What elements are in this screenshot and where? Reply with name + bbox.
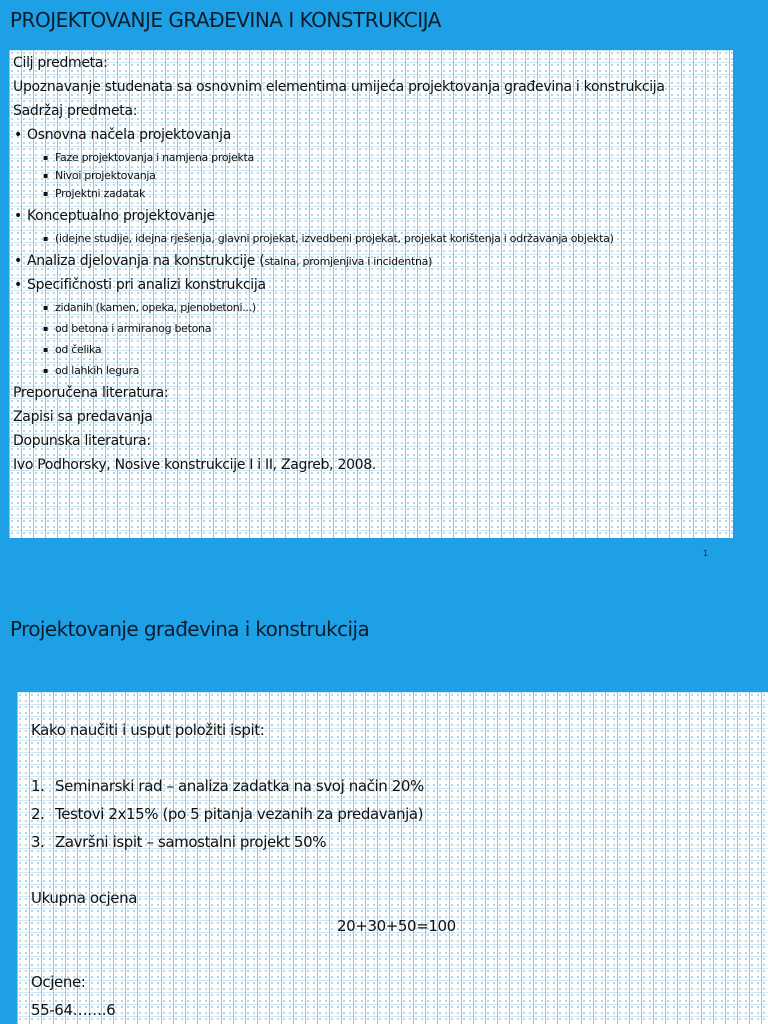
exam-intro: Kako naučiti i usput položiti ispit:: [31, 721, 265, 739]
square-bullet-icon: ▪: [43, 345, 49, 354]
subtopic-item: ▪ od betona i armiranog betona: [43, 322, 212, 335]
literatura-heading: Preporučena literatura:: [13, 385, 169, 401]
bullet-icon: •: [14, 253, 22, 269]
subtopic-item: ▪ od čelika: [43, 343, 102, 356]
bullet-icon: •: [14, 277, 22, 293]
topic-item: • Specifičnosti pri analizi konstrukcija: [14, 277, 266, 293]
subtopic-item: ▪ od lahkih legura: [43, 364, 140, 377]
dopunska-heading: Dopunska literatura:: [13, 433, 151, 449]
topic-item: • Analiza djelovanja na konstrukcije (stalna, promjenjiva i incidentna): [14, 253, 433, 269]
sadrzaj-heading: Sadržaj predmeta:: [13, 103, 138, 119]
bullet-icon: •: [14, 208, 22, 224]
subtopic-item: ▪ Projektni zadatak: [43, 187, 146, 200]
bullet-icon: •: [14, 127, 22, 143]
slide2-content-box: [17, 692, 768, 1024]
grade-formula: 20+30+50=100: [337, 917, 456, 935]
ocjene-label: Ocjene:: [31, 973, 86, 991]
subtopic-item: ▪ (idejne studije, idejna rješenja, glavni projekat, izvedbeni projekat, projekat korištenja i održavanja objekta): [43, 232, 614, 245]
slide1-content: [13, 56, 733, 482]
cilj-text: Upoznavanje studenata sa osnovnim elementima umijeća projektovanja građevina i konstrukcija: [13, 79, 665, 95]
square-bullet-icon: ▪: [43, 234, 49, 243]
exam-item: 3. Završni ispit – samostalni projekt 50%: [31, 833, 327, 851]
square-bullet-icon: ▪: [43, 366, 49, 375]
cilj-heading: Cilj predmeta:: [13, 55, 108, 71]
subtopic-item: ▪ zidanih (kamen, opeka, pjenobetoni...): [43, 301, 256, 314]
grade-line: 55-64…….6: [31, 1001, 116, 1019]
square-bullet-icon: ▪: [43, 303, 49, 312]
ukupna-label: Ukupna ocjena: [31, 889, 138, 907]
exam-item: 1. Seminarski rad – analiza zadatka na svoj način 20%: [31, 777, 424, 795]
square-bullet-icon: ▪: [43, 189, 49, 198]
subtopic-item: ▪ Faze projektovanja i namjena projekta: [43, 151, 254, 164]
literatura-text: Zapisi sa predavanja: [13, 409, 153, 425]
slide2-title: Projektovanje građevina i konstrukcija: [10, 617, 370, 641]
dopunska-text: Ivo Podhorsky, Nosive konstrukcije I i II, Zagreb, 2008.: [13, 457, 377, 473]
subtopic-item: ▪ Nivoi projektovanja: [43, 169, 156, 182]
page-number: 1: [703, 549, 709, 558]
square-bullet-icon: ▪: [43, 153, 49, 162]
topic-item: • Konceptualno projektovanje: [14, 208, 215, 224]
square-bullet-icon: ▪: [43, 171, 49, 180]
topic-item: • Osnovna načela projektovanja: [14, 127, 231, 143]
exam-item: 2. Testovi 2x15% (po 5 pitanja vezanih za predavanja): [31, 805, 424, 823]
slide1-title: PROJEKTOVANJE GRAĐEVINA I KONSTRUKCIJA: [10, 8, 441, 32]
square-bullet-icon: ▪: [43, 324, 49, 333]
